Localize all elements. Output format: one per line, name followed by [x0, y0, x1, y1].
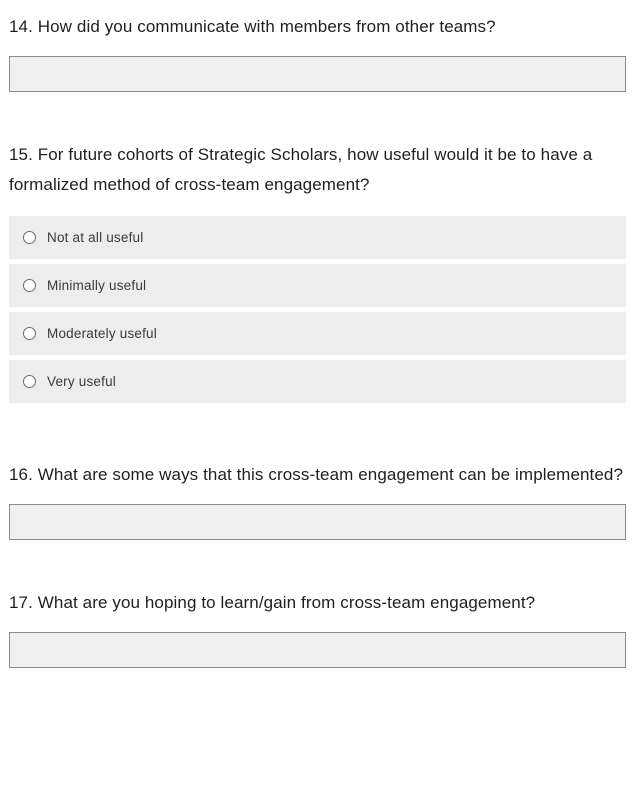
- option-label: Very useful: [47, 374, 116, 389]
- question-16-input[interactable]: [9, 504, 626, 540]
- option-row[interactable]: [9, 312, 626, 355]
- question-14-text: 14. How did you communicate with members from other teams?: [9, 17, 496, 36]
- question-16-text: 16. What are some ways that this cross-team engagement can be implemented?: [9, 465, 624, 484]
- option-label: Not at all useful: [47, 230, 144, 245]
- spacer-15-16: [0, 408, 635, 460]
- option-row[interactable]: [9, 216, 626, 259]
- question-17-text: 17. What are you hoping to learn/gain from cross-team engagement?: [9, 593, 536, 612]
- question-15-options: [9, 216, 626, 403]
- top-spacer: [0, 0, 635, 12]
- option-row[interactable]: [9, 264, 626, 307]
- radio-icon[interactable]: [23, 231, 36, 244]
- spacer-14-15: [0, 92, 635, 140]
- option-label: Minimally useful: [47, 278, 147, 293]
- question-17-input[interactable]: [9, 632, 626, 668]
- question-15: [0, 140, 635, 403]
- option-label: Moderately useful: [47, 326, 157, 341]
- question-14: [0, 12, 635, 92]
- radio-icon[interactable]: [23, 327, 36, 340]
- question-16: [0, 460, 635, 540]
- question-17: [0, 588, 635, 668]
- radio-icon[interactable]: [23, 375, 36, 388]
- spacer-16-17: [0, 540, 635, 588]
- question-15-text: 15. For future cohorts of Strategic Scholars, how useful would it be to have a formalized method of cross-team engagement?: [9, 145, 593, 194]
- radio-icon[interactable]: [23, 279, 36, 292]
- question-14-input[interactable]: [9, 56, 626, 92]
- option-row[interactable]: [9, 360, 626, 403]
